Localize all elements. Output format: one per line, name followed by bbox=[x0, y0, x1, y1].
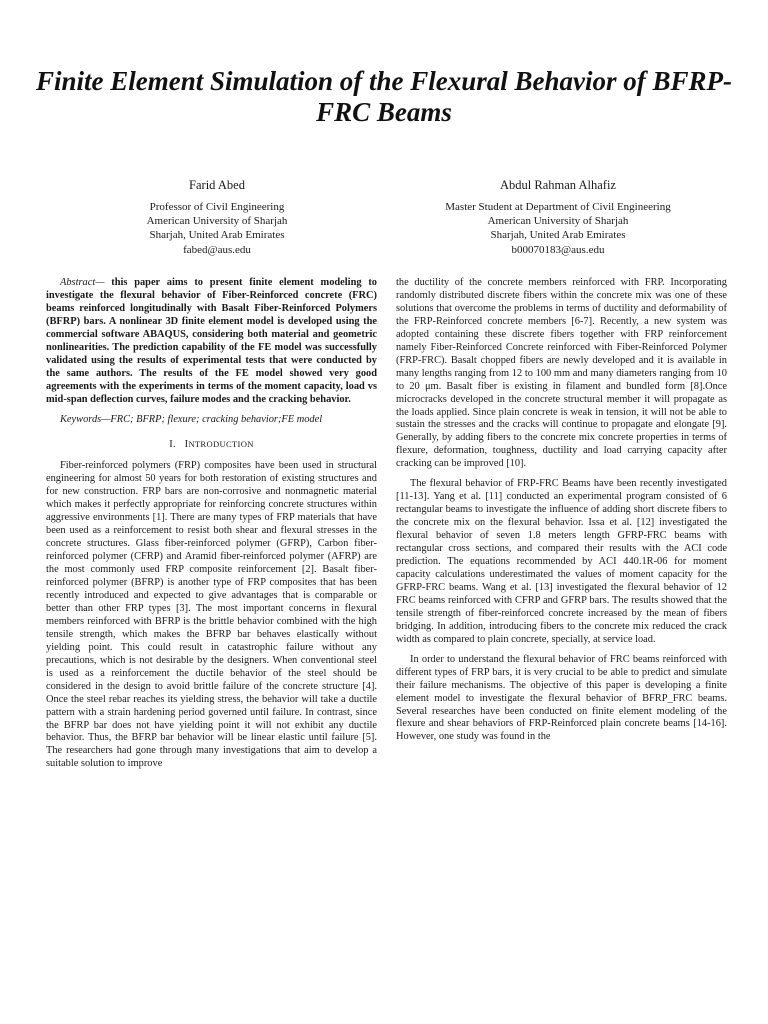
abstract-label: Abstract— bbox=[60, 277, 105, 288]
right-column bbox=[396, 277, 727, 744]
abstract-text: this paper aims to present finite element modeling to investigate the flexural behavior of Fiber-Reinforced concrete (FRC) beams reinforced longitudinally with Basalt Fiber-Reinforced Polymers (BFRP) bars. A nonlinear 3D finite element model is developed using the commercial software ABAQUS, considering both material and geometric nonlinearities. The prediction capability of the FE model was successfully validated using the results of experimental tests that were conducted by the same authors. The results of the FE model showed very good agreements with the experiments in terms of the moment capacity, load vs mid-span deflection curves, failure modes and the cracking behavior. bbox=[46, 277, 377, 405]
section-title-initial: I bbox=[184, 439, 189, 451]
author-block-alhafiz bbox=[420, 176, 696, 257]
body-paragraph: The flexural behavior of FRP-FRC Beams have been recently investigated [11-13]. Yang et al. [11] conducted an experimental program consisted of 6 rectangular beams to investigate the influence of adding short discrete fibers to the concrete mix on the flexural behavior. Issa et al. [12] investigated the flexural behavior of seven 1.8 meters length GFRP-FRC beams with rectangular cross sections, and compared their results with the ACI code prediction. The equations recommended by ACI 440.1R-06 for moment capacity calculations underestimated the values of moment capacity for the GFRP-FRC beams. Wang et al. [13] investigated the flexural behavior of 12 FRC beams reinforced with CFRP and GFRP bars. The results showed that the tensile strength of fiber-reinforced concrete increased by the mean of fibers bridging. In addition, introducing fibers to the concrete mix reduced the crack width as compared to plain concrete, specially, at service load. bbox=[396, 478, 727, 645]
section-number: I. bbox=[169, 439, 176, 451]
intro-paragraph: Fiber-reinforced polymers (FRP) composites have been used in structural engineering for almost 50 years for both restoration of existing structures and for new construction. FRP bars are non-corrosive and nonmagnetic material which makes it perfectly appropriate for reinforcing concrete structures within aggressive environments [1]. There are many types of FRP materials that have been used as a reinforcement to resist both shear and flexural stresses in the concrete structures. Glass fiber-reinforced polymer (GFRP), Carbon fiber-reinforced polymer (CFRP) and Aramid fiber-reinforced polymer (AFRP) are the most commonly used FRP composite reinforcement [2]. Basalt fiber-reinforced polymer (BFRP) is another type of FRP composites that has been recently introduced and expected to give advantages that is comparable or better than other FRP types [3]. The most important concerns in flexural members reinforced with BFRP is the brittle behavior combined with the high tensile strength, which makes the BFRP bar behaves elastically without yielding point. This could result in catastrophic failure without any precautions, which is not desirable by the designers. When conventional steel is used as a reinforcement the ductile behavior of the steel should be considered in the design to avoid brittle failure of the concrete structure [4]. Once the steel rebar reaches its yielding stress, the behavior will take a ductile pattern with a strain hardening period governed until failure. In contrast, since the BFRP bar does not have yielding point it will not exhibit any ductile behavior. Thus, the BFRP bar behavior will be linear elastic until failure [5]. The researchers had gone through many investigations that aim to develop a suitable solution to improve bbox=[46, 460, 377, 770]
left-column bbox=[46, 277, 377, 771]
author-position: Master Student at Department of Civil Engineering bbox=[445, 201, 671, 213]
author-email: fabed@aus.edu bbox=[183, 243, 251, 256]
author-institution: American University of Sharjah bbox=[146, 215, 288, 228]
body-paragraph: the ductility of the concrete members reinforced with FRP. Incorporating randomly distributed discrete fibers within the concrete mix was one of these solutions that overcome the problems in terms of ductility and deformability of the FRP-Reinforced concrete members [6-7]. Recently, a new system was adopted containing these discrete fibers together with FRP reinforcement namely Fiber-Reinforced Concrete reinforced with Fiber-Reinforced Polymer (FRP-FRC). Basalt chopped fibers are newly developed and it is available in many lengths ranging from 12 to 100 mm and many diameters ranging from 10 to 20 μm. Basalt fiber is existing in filament and bundled form [8].Once microcracks developed in the concrete structural member it will propagate as the loads applied. Since plain concrete is weak in tension, it will not be able to sustain the stresses and the cracks will continue to propagate and elongate [9]. Generally, by adding fibers to the concrete mix concrete properties in terms of flexure, deformation, toughness, ductility and load carrying capacity after cracking can be improved [10]. bbox=[396, 277, 727, 470]
section-heading bbox=[46, 438, 377, 452]
author-location: Sharjah, United Arab Emirates bbox=[149, 229, 285, 242]
author-name: Abdul Rahman Alhafiz bbox=[500, 178, 616, 192]
author-institution: American University of Sharjah bbox=[487, 215, 629, 228]
author-name: Farid Abed bbox=[189, 178, 245, 192]
keywords: Keywords—FRC; BFRP; flexure; cracking behavior;FE model bbox=[60, 413, 323, 425]
author-position: Professor of Civil Engineering bbox=[149, 201, 285, 213]
section-title-rest: NTRODUCTION bbox=[188, 439, 254, 450]
body-paragraph: In order to understand the flexural behavior of FRC beams reinforced with different types of FRP bars, it is very crucial to be able to predict and simulate their failure mechanisms. The objective of this paper is developing a finite element model to investigate the flexural behavior of BFRP_FRC beams. Several researches have been conducted on finite element modeling of the flexure and shear behaviors of FRP-Reinforced plain concrete beams [14-16]. However, one study was found in the bbox=[396, 653, 727, 743]
author-email: b00070183@aus.edu bbox=[511, 243, 605, 256]
author-location: Sharjah, United Arab Emirates bbox=[490, 229, 626, 242]
abstract bbox=[46, 277, 377, 407]
paper-title: Finite Element Simulation of the Flexural Behavior of BFRP-FRC Beams bbox=[35, 66, 733, 127]
author-block-abed bbox=[100, 176, 334, 257]
